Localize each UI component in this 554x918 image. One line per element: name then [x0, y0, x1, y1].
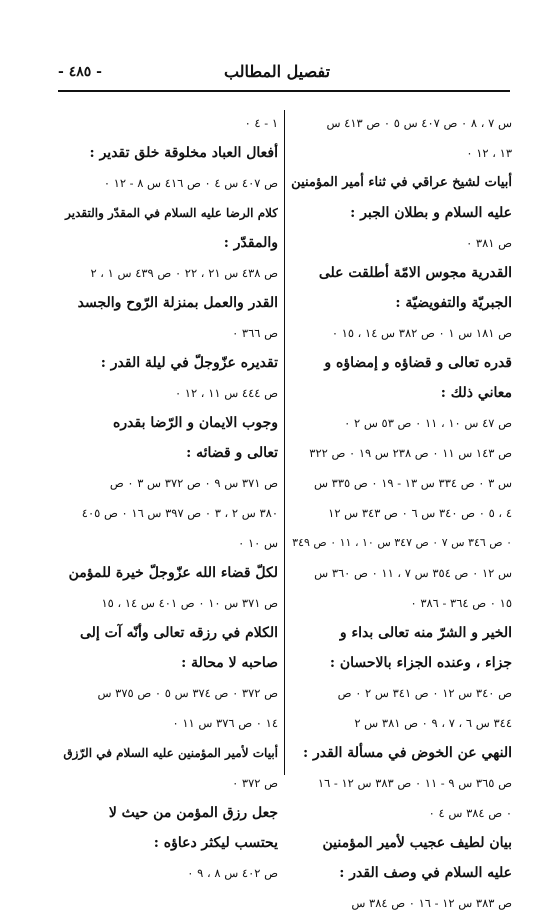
index-reference-line: س ١٠ ٠	[238, 536, 278, 550]
index-reference-line: ص ٣٦٥ س ٩ - ١١ ٠ ص ٣٨٣ س ١٢ - ١٦	[317, 776, 512, 790]
index-heading-line: جزاء ، وعنده الجزاء بالاحسان :	[329, 655, 512, 671]
left-column	[58, 108, 278, 888]
index-heading-line: الخير و الشرّ منه تعالى بداء و	[339, 625, 512, 641]
index-heading-line: أبيات لأمير المؤمنين عليه السلام في الرّزق	[63, 746, 278, 760]
index-reference-line: ص ٤٧ س ١٠ ، ١١ ٠ ص ٥٣ س ٢ ٠	[344, 416, 512, 430]
index-heading-line: تعالى و قضائه :	[186, 445, 278, 461]
index-heading-line: كلام الرضا عليه السلام في المقدّر والتقدير	[65, 206, 278, 220]
index-heading-line: القدر والعمل بمنزلة الرّوح والجسد	[77, 295, 278, 311]
index-heading-line: تقديره عزّوجلّ في ليلة القدر :	[100, 355, 278, 371]
index-heading-line: أبيات لشيخ عراقي في ثناء أمير المؤمنين	[291, 175, 512, 190]
index-heading-line: قدره تعالى و قضاؤه و إمضاؤه و	[324, 355, 512, 371]
index-heading-line: صاحبه لا محالة :	[181, 655, 278, 671]
index-heading-line: جعل رزق المؤمن من حيث لا	[108, 805, 278, 821]
index-reference-line: س ٧ ، ٨ ٠ ص ٤٠٧ س ٥ ٠ ص ٤١٣ س	[326, 116, 512, 130]
index-reference-line: س ٣ ٠ ص ٣٣٤ س ١٣ - ١٩ ٠ ص ٣٣٥ س	[313, 476, 512, 490]
page-number: - ٤٨٥ -	[58, 64, 102, 80]
header-rule	[58, 90, 510, 92]
index-heading-line: وجوب الايمان و الرّضا بقدره	[113, 415, 278, 431]
right-column	[290, 108, 512, 918]
index-reference-line: ص ٤٠٧ س ٤ ٠ ص ٤١٦ س ٨ - ١٢ ٠	[103, 176, 278, 190]
index-reference-line: ص ١٨١ س ١ ٠ ص ٣٨٢ س ١٤ ، ١٥ ٠	[331, 326, 512, 340]
index-heading-line: بيان لطيف عجيب لأمير المؤمنين	[322, 835, 512, 851]
index-reference-line: ص ٣٨٣ س ١٢ - ١٦ ٠ ص ٣٨٤ س	[351, 896, 512, 910]
index-reference-line: ص ٣٧٢ ٠	[232, 776, 278, 790]
index-reference-line: ص ٤٣٨ س ٢١ ، ٢٢ ٠ ص ٤٣٩ س ١ ، ٢	[90, 266, 278, 280]
index-reference-line: ٣٨٠ س ٢ ، ٣ ٠ ص ٣٩٧ س ١٦ ٠ ص ٤٠٥	[81, 506, 278, 520]
index-reference-line: ٤ ، ٥ ٠ ص ٣٤٠ س ٦ ٠ ص ٣٤٣ س ١٢	[328, 506, 512, 520]
index-reference-line: ص ٤٠٢ س ٨ ، ٩ ٠	[187, 866, 278, 880]
page-title: تفصيل المطالب	[223, 62, 331, 81]
column-divider	[284, 110, 285, 775]
index-reference-line: ص ٣٧١ س ١٠ ٠ ص ٤٠١ س ١٤ ، ١٥	[101, 596, 278, 610]
index-heading-line: معاني ذلك :	[440, 385, 512, 401]
index-heading-line: أفعال العباد مخلوقة خلق تقدير :	[89, 145, 278, 161]
index-heading-line: القدرية مجوس الامّة أطلقت على	[318, 265, 512, 281]
index-reference-line: ص ١٤٣ س ١١ ٠ ص ٢٣٨ س ١٩ ٠ ص ٣٢٢	[309, 446, 512, 460]
index-reference-line: ١٤ ٠ ص ٣٧٦ س ١١ ٠	[172, 716, 278, 730]
index-heading-line: والمقدّر :	[223, 235, 278, 251]
index-reference-line: ص ٣٤٠ س ١٢ ٠ ص ٣٤١ س ٢ ٠ ص	[337, 686, 512, 700]
index-heading-line: عليه السلام و بطلان الجبر :	[350, 205, 512, 221]
index-reference-line: ص ٣٦٦ ٠	[232, 326, 278, 340]
page-header	[0, 62, 554, 88]
index-heading-line: النهي عن الخوض في مسألة القدر :	[302, 745, 512, 761]
index-heading-line: يحتسب ليكثر دعاؤه :	[153, 835, 278, 851]
index-heading-line: الجبريّة والتفويضيّة :	[395, 295, 512, 311]
index-heading-line: عليه السلام في وصف القدر :	[339, 865, 512, 881]
index-reference-line: ص ٣٧٢ ٠ ص ٣٧٤ س ٥ ٠ ص ٣٧٥ س	[97, 686, 278, 700]
index-reference-line: ص ٤٤٤ س ١١ ، ١٢ ٠	[174, 386, 278, 400]
index-reference-line: ١٣ ، ١٢ ٠	[466, 146, 512, 160]
index-reference-line: ٣٤٤ س ٦ ، ٧ ، ٩ ٠ ص ٣٨١ س ٢	[354, 716, 512, 730]
index-reference-line: ٠ ص ٣٤٦ س ٧ ٠ ص ٣٤٧ س ١٠ ، ١١ ٠ ص ٣٤٩	[292, 536, 512, 549]
index-heading-line: لكلّ قضاء الله عزّوجلّ خيرة للمؤمن	[68, 565, 278, 581]
index-reference-line: ١ - ٤ ٠	[244, 116, 278, 130]
index-reference-line: ص ٣٨١ ٠	[466, 236, 512, 250]
index-reference-line: ١٥ ٠ ص ٣٦٤ - ٣٨٦ ٠	[410, 596, 512, 610]
index-heading-line: الكلام في رزقه تعالى وأنّه آت إلى	[79, 625, 278, 641]
index-reference-line: س ١٢ ٠ ص ٣٥٤ س ٧ ، ١١ ٠ ص ٣٦٠ س	[314, 566, 512, 580]
index-reference-line: ص ٣٧١ س ٩ ٠ ص ٣٧٢ س ٣ ٠ ص	[109, 476, 278, 490]
index-reference-line: ٠ ص ٣٨٤ س ٤ ٠	[428, 806, 512, 820]
